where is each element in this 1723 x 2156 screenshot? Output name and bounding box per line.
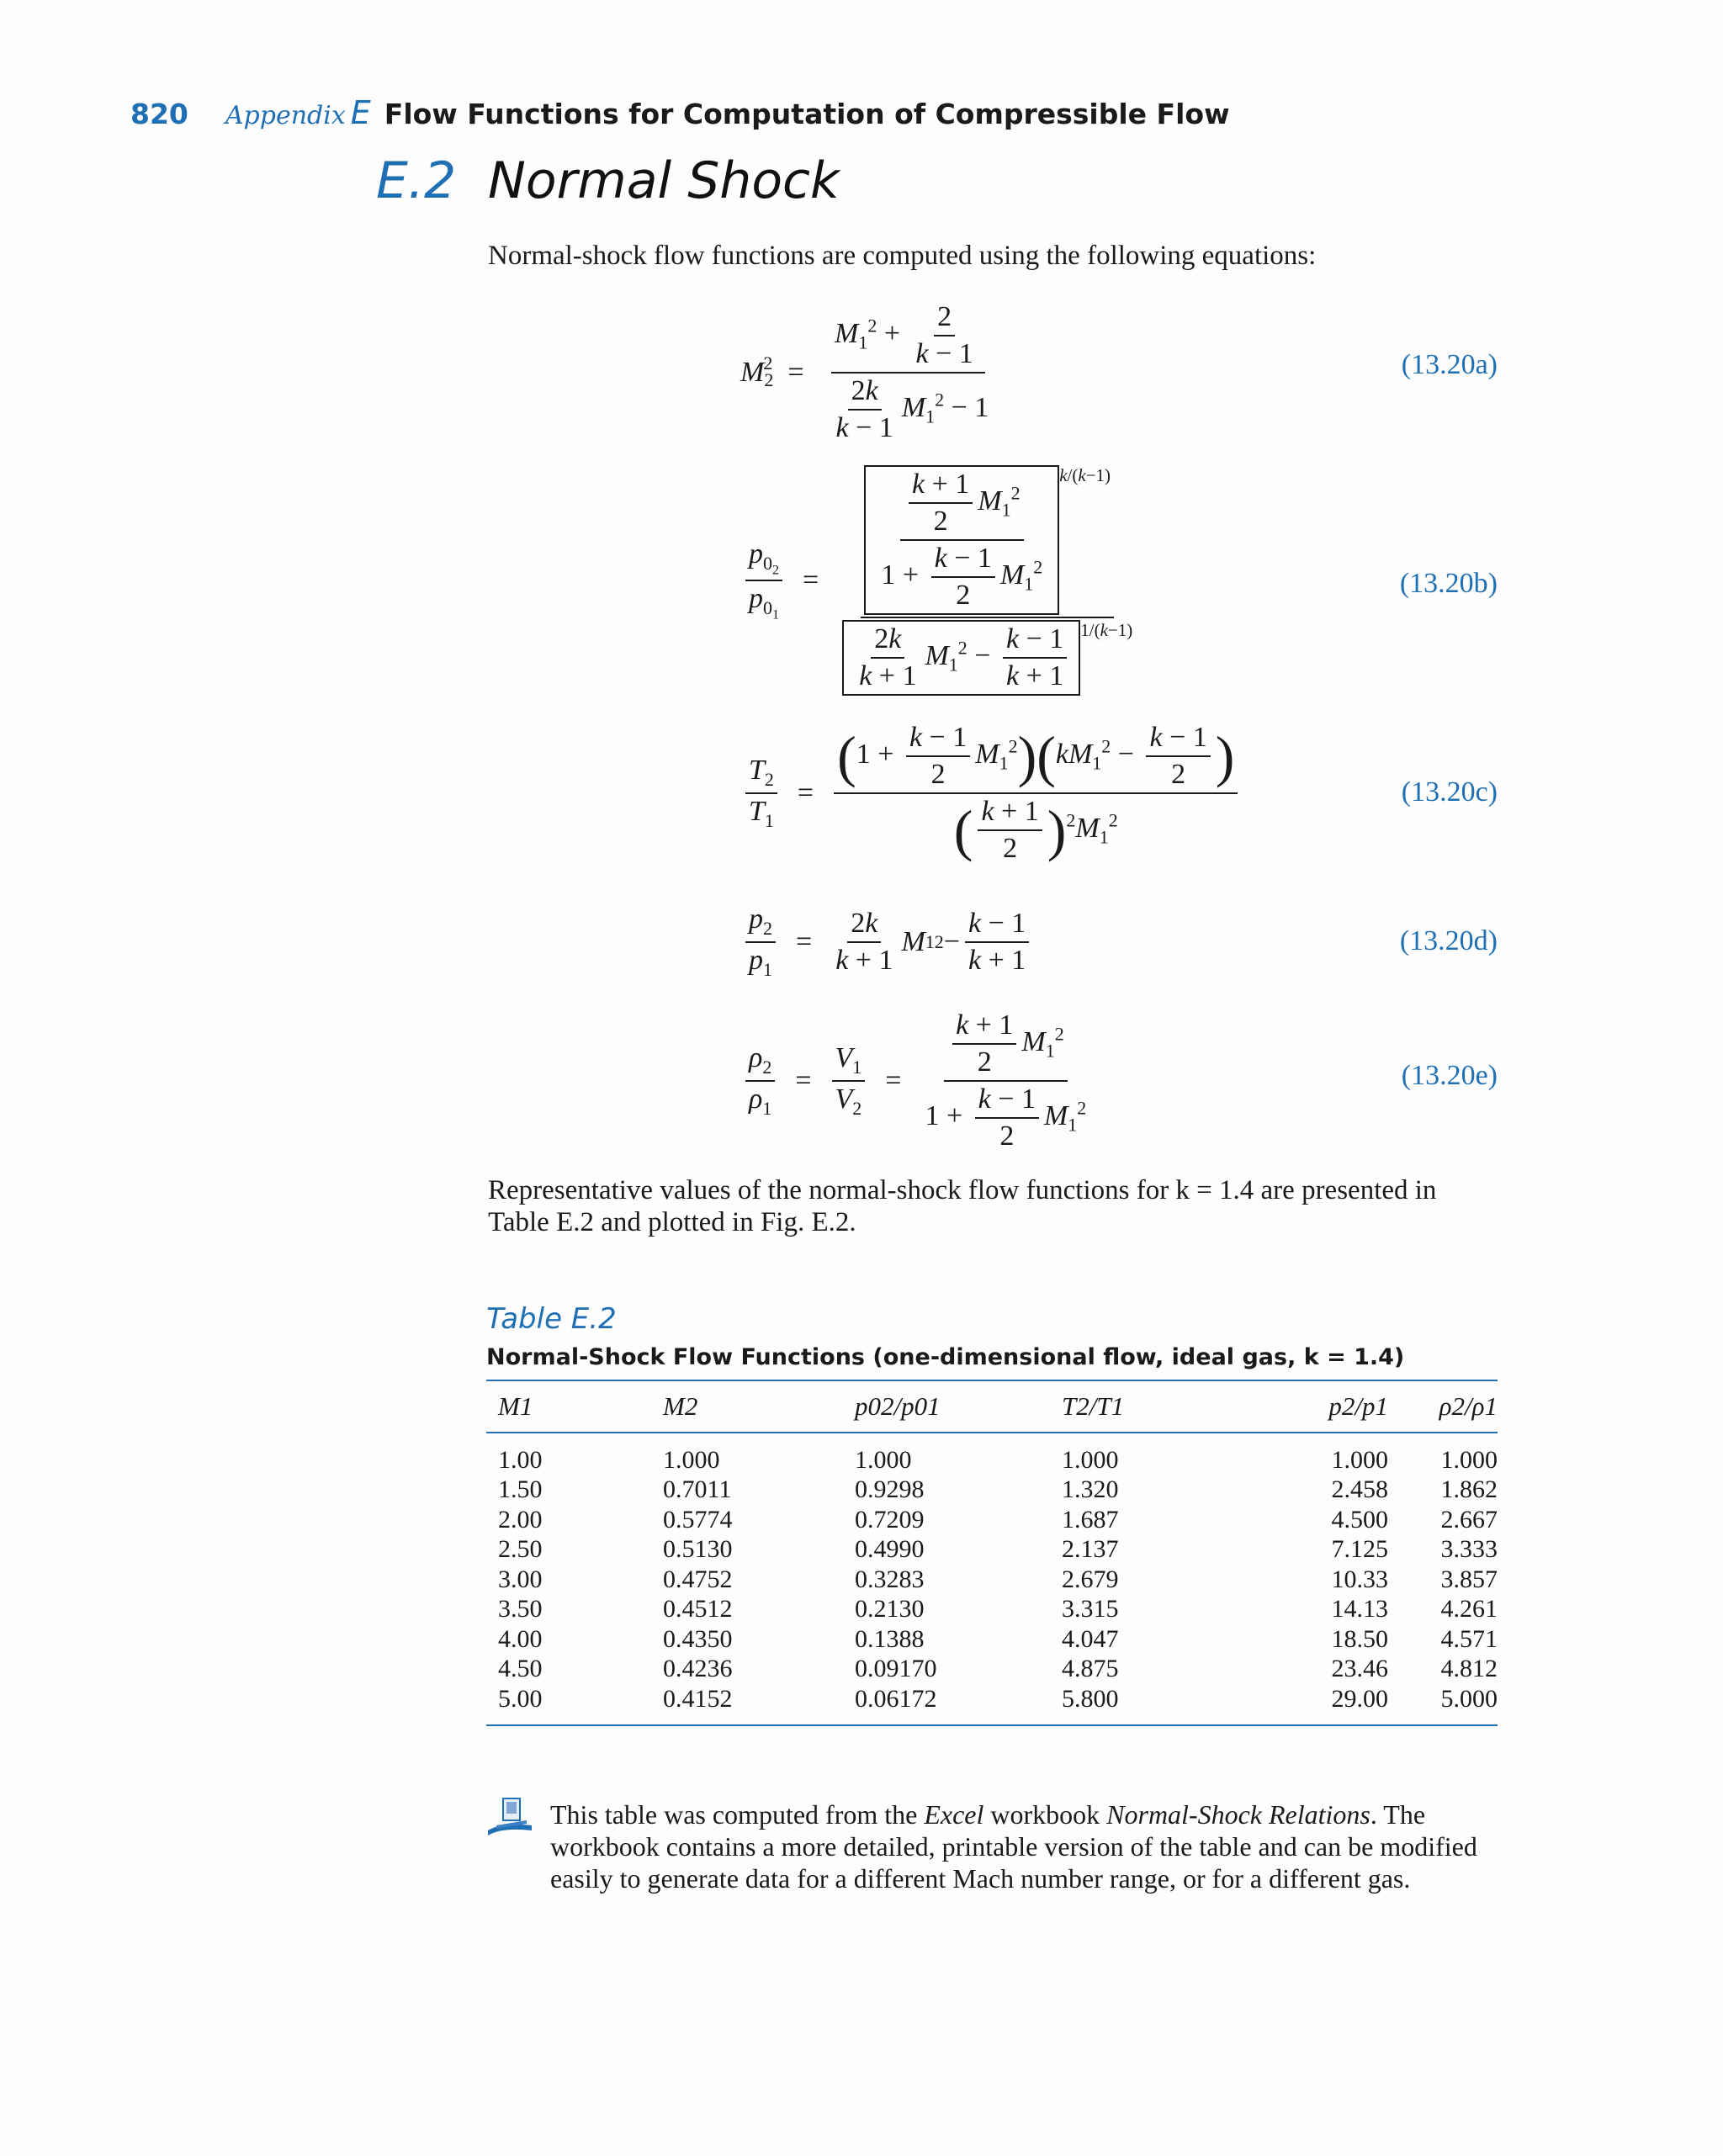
table-cell: 0.7011: [663, 1475, 732, 1504]
table-row: [486, 1445, 1498, 1475]
table-cell: 4.875: [1062, 1655, 1119, 1683]
table-cell: 18.50: [1331, 1624, 1388, 1653]
equation-13-20e: $\frac{\rho_2}{\rho_1}$ = $\frac{V_1}{V_2}$ = $\frac{k + 1}{2}$ $M_1^2$ 1 + $\frac{k - 1}{2}$ $M_1^2$ (13.20e): [740, 1009, 1498, 1152]
table-cell: 1.000: [663, 1445, 720, 1474]
table-cell: 0.4990: [855, 1535, 925, 1564]
table-cell: 5.00: [498, 1684, 543, 1713]
table-cell: 3.857: [1440, 1565, 1498, 1593]
equation-label-13-20e: (13.20e): [1401, 1060, 1498, 1091]
intro-paragraph: Normal-shock flow functions are computed using the following equations:: [488, 241, 1317, 271]
table-row: [486, 1624, 1498, 1655]
table-cell: 0.7209: [855, 1505, 925, 1534]
table-cell: 0.06172: [855, 1684, 937, 1713]
table-cell: 4.812: [1440, 1655, 1498, 1683]
table-cell: 0.4350: [663, 1624, 733, 1653]
table-row: [486, 1595, 1498, 1625]
table-cell: 2.458: [1331, 1475, 1388, 1504]
equation-label-13-20a: (13.20a): [1401, 349, 1498, 380]
table-cell: 0.4752: [663, 1565, 733, 1593]
table-cell: 1.000: [1440, 1445, 1498, 1474]
table-cell: 4.047: [1062, 1624, 1119, 1653]
table-header-cell: M2: [663, 1391, 698, 1421]
note-part-5: . The workbook contains a more detailed, printable version of the table and can be modified easily to generate data for a different Mach number range, or for a different gas.: [550, 1799, 1477, 1894]
running-header: [130, 94, 1230, 136]
table-cell: 0.5130: [663, 1535, 733, 1564]
table-cell: 1.00: [498, 1445, 543, 1474]
table-cell: 7.125: [1331, 1535, 1388, 1564]
representative-paragraph: [488, 1174, 1498, 1238]
table-cell: 4.500: [1331, 1505, 1388, 1534]
equation-label-13-20c: (13.20c): [1401, 776, 1498, 808]
table-cell: 23.46: [1331, 1655, 1388, 1683]
equation-label-13-20b: (13.20b): [1399, 568, 1498, 599]
equation-13-20c: $\frac{T_2}{T_1}$ = (1 + $\frac{k - 1}{2}$ $M_1^2)(kM_1^2$ − $\frac{k - 1}{2}$ ) ( $\frac{k + 1}{2}$ )$^2M_1^2$ (13.20c): [740, 719, 1498, 866]
table-cell: 2.50: [498, 1535, 543, 1564]
table-cell: 4.50: [498, 1655, 543, 1683]
table-row: [486, 1684, 1498, 1714]
flow-functions-table: [486, 1380, 1498, 1726]
note-part-1: This table was computed from the: [550, 1799, 925, 1830]
equation-13-20a: M $_2$ 2 = $M_1^2$ + $\frac{2}{k - 1}$ $\frac{2k}{k - 1}$ $M_1^2 - 1$ (13.20a): [740, 300, 1498, 443]
table-cell: 0.4236: [663, 1655, 733, 1683]
table-cell: 1.000: [855, 1445, 912, 1474]
note-excel: Excel: [924, 1799, 984, 1830]
table-cell: 2.667: [1440, 1505, 1498, 1534]
table-row: [486, 1535, 1498, 1565]
table-header-row: [486, 1381, 1498, 1433]
table-header-cell: T2/T1: [1062, 1391, 1125, 1421]
table-cell: 2.679: [1062, 1565, 1119, 1593]
equation-13-20d: $\frac{p_2}{p_1}$ = $\frac{2k}{k + 1}$ M 1 2 − $\frac{k - 1}{k + 1}$ (13.20d): [740, 900, 1498, 984]
table-cell: 3.315: [1062, 1595, 1119, 1624]
table-header-cell: p02/p01: [855, 1391, 941, 1421]
table-cell: 4.571: [1440, 1624, 1498, 1653]
table-row: [486, 1505, 1498, 1535]
equation-label-13-20d: (13.20d): [1399, 925, 1498, 956]
section-title: Normal Shock: [488, 151, 840, 210]
appendix-label: Appendix: [225, 101, 346, 130]
table-row: [486, 1565, 1498, 1595]
table-cell: 2.00: [498, 1505, 543, 1534]
header-title: Flow Functions for Computation of Compressible Flow: [384, 98, 1230, 130]
page-number: 820: [130, 98, 188, 130]
table-cell: 1.320: [1062, 1475, 1119, 1504]
computer-disk-icon: [485, 1797, 535, 1841]
table-cell: 0.1388: [855, 1624, 925, 1653]
table-cell: 3.00: [498, 1565, 543, 1593]
equation-13-20b: $\frac{p_{0_2}}{p_{0_1}}$ = $\frac{k + 1}{2}$ $M_1^2$ 1 + $\frac{k - 1}{2}$ $M_1^2$ $^{k /(k -1)}$ $\frac{2k}{k + 1}$ $M_1^2$ − $\frac{k - 1}{k + 1}$ $^{1/(k -1)}$ (13.20b): [740, 467, 1498, 694]
table-cell: 0.9298: [855, 1475, 925, 1504]
table-header-cell: p2/p1: [1328, 1391, 1388, 1421]
table-cell: 1.862: [1440, 1475, 1498, 1504]
table-cell: 3.333: [1440, 1535, 1498, 1564]
table-cell: 0.4152: [663, 1684, 733, 1713]
table-cell: 0.3283: [855, 1565, 925, 1593]
table-cell: 1.50: [498, 1475, 543, 1504]
table-cell: 5.000: [1440, 1684, 1498, 1713]
table-row: [486, 1655, 1498, 1685]
table-label: Table E.2: [486, 1302, 617, 1336]
note-part-3: workbook: [983, 1799, 1107, 1830]
note-workbook-name: Normal-Shock Relations: [1106, 1799, 1370, 1830]
table-row: [486, 1475, 1498, 1506]
table-cell: 10.33: [1331, 1565, 1388, 1593]
table-cell: 1.687: [1062, 1505, 1119, 1534]
workbook-note: [550, 1798, 1498, 1894]
table-header-cell: M1: [498, 1391, 533, 1421]
table-header-cell: ρ2/ρ1: [1439, 1391, 1498, 1421]
table-cell: 4.261: [1440, 1595, 1498, 1624]
table-cell: 29.00: [1331, 1684, 1388, 1713]
table-cell: 2.137: [1062, 1535, 1119, 1564]
section-number: E.2: [376, 151, 457, 210]
table-cell: 1.000: [1331, 1445, 1388, 1474]
table-cell: 3.50: [498, 1595, 543, 1624]
table-cell: 5.800: [1062, 1684, 1119, 1713]
table-cell: 0.4512: [663, 1595, 733, 1624]
appendix-letter: E: [350, 94, 371, 131]
table-body: [486, 1433, 1498, 1724]
table-cell: 4.00: [498, 1624, 543, 1653]
table-caption: Normal-Shock Flow Functions (one-dimensional flow, ideal gas, k = 1.4): [486, 1344, 1405, 1370]
table-cell: 0.2130: [855, 1595, 925, 1624]
table-cell: 14.13: [1331, 1595, 1388, 1624]
table-cell: 0.5774: [663, 1505, 733, 1534]
table-cell: 1.000: [1062, 1445, 1119, 1474]
table-cell: 0.09170: [855, 1655, 937, 1683]
representative-line-1: Representative values of the normal-shock flow functions for k = 1.4 are presented in: [488, 1175, 1437, 1205]
representative-line-2: Table E.2 and plotted in Fig. E.2.: [488, 1207, 856, 1237]
